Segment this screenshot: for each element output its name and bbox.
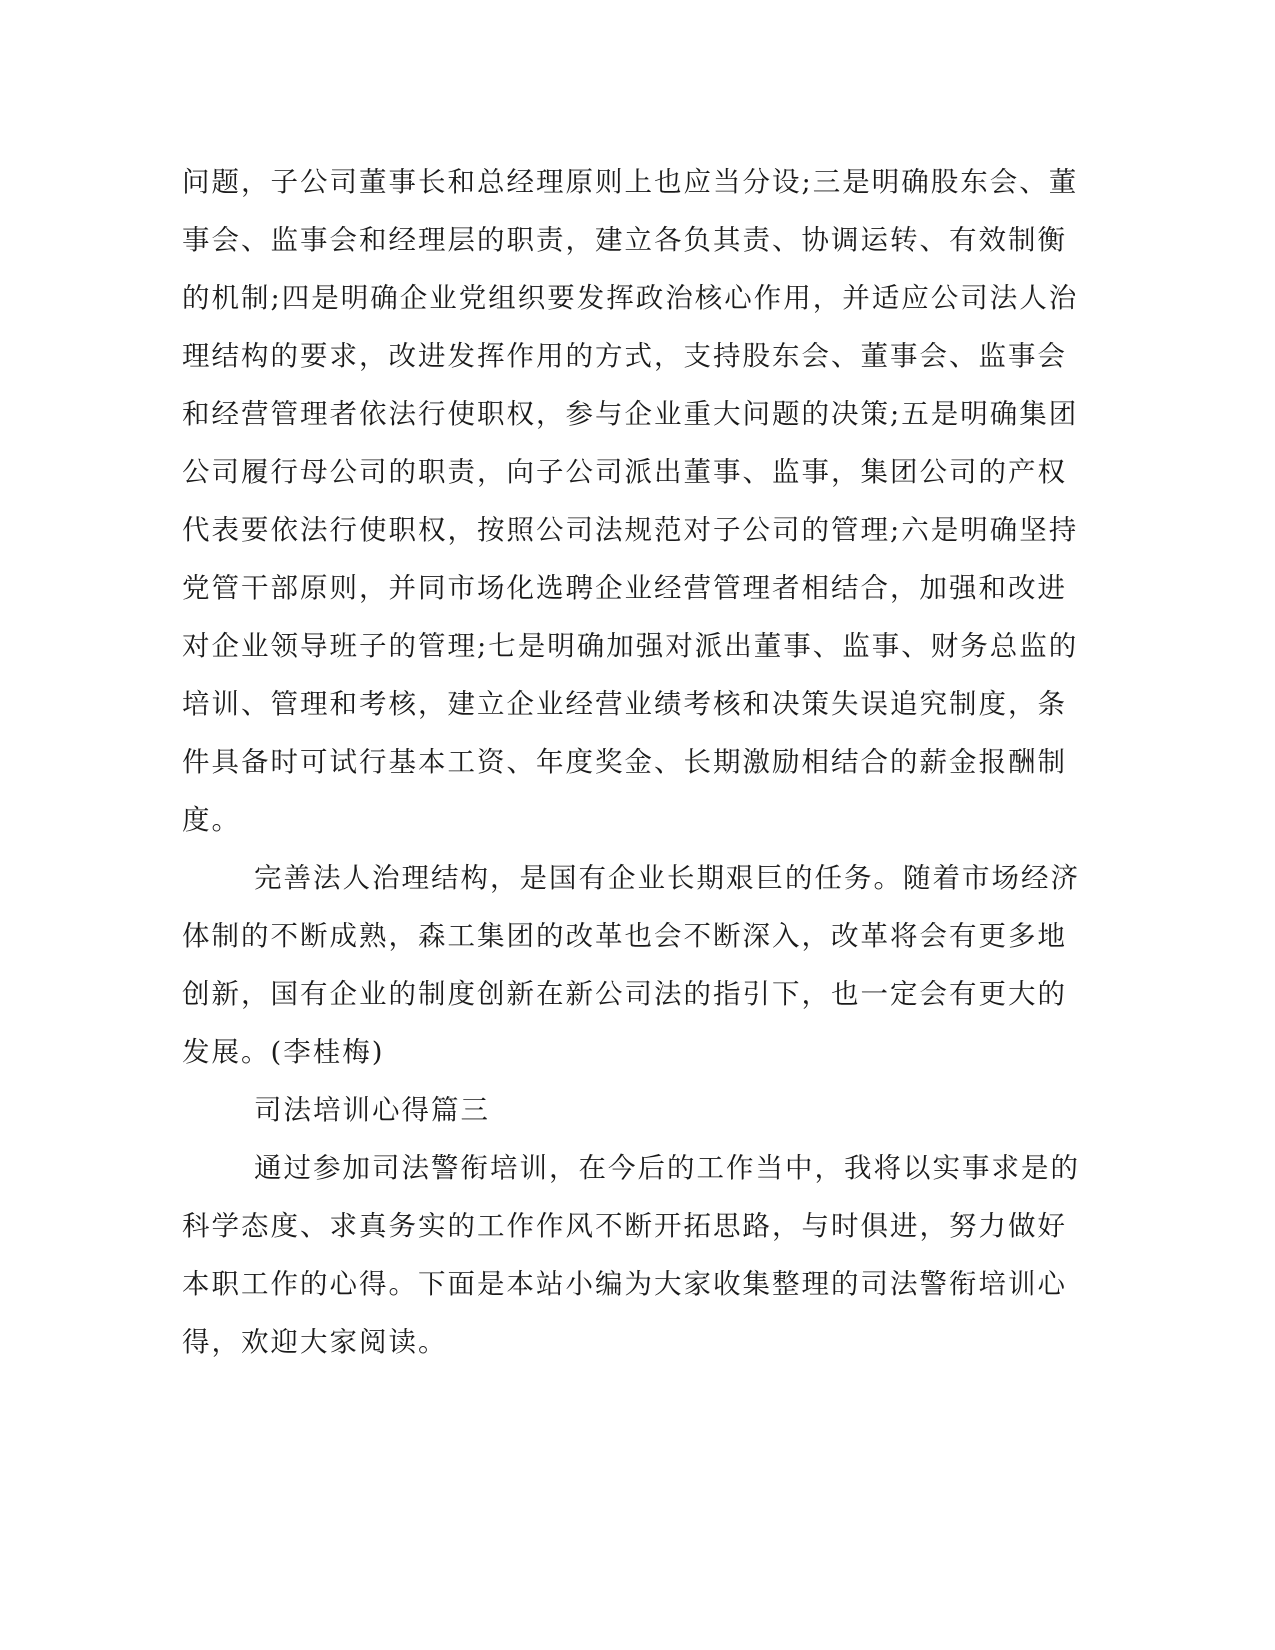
text-line: 代表要依法行使职权，按照公司法规范对子公司的管理;六是明确坚持 [182,514,1079,546]
text-line: 体制的不断成熟，森工集团的改革也会不断深入，改革将会有更多地 [182,920,1067,952]
text-line: 发展。(李桂梅) [182,1036,385,1068]
text-line: 本职工作的心得。下面是本站小编为大家收集整理的司法警衔培训心 [182,1268,1067,1300]
body-text [182,160,1080,1378]
text-line: 公司履行母公司的职责，向子公司派出董事、监事，集团公司的产权 [182,456,1067,488]
section-heading: 司法培训心得篇三 [254,1094,490,1126]
text-line: 件具备时可试行基本工资、年度奖金、长期激励相结合的薪金报酬制 [182,746,1067,778]
text-line: 对企业领导班子的管理;七是明确加强对派出董事、监事、财务总监的 [182,630,1079,662]
paragraph-first-line: 完善法人治理结构，是国有企业长期艰巨的任务。随着市场经济 [254,862,1080,894]
text-line: 事会、监事会和经理层的职责，建立各负其责、协调运转、有效制衡 [182,224,1067,256]
text-line: 度。 [182,804,241,836]
text-line: 得，欢迎大家阅读。 [182,1326,448,1358]
text-line: 培训、管理和考核，建立企业经营业绩考核和决策失误追究制度，条 [182,688,1067,720]
paragraph-first-line: 通过参加司法警衔培训，在今后的工作当中，我将以实事求是的 [254,1152,1080,1184]
text-line: 问题，子公司董事长和总经理原则上也应当分设;三是明确股东会、董 [182,166,1079,198]
text-line: 的机制;四是明确企业党组织要发挥政治核心作用，并适应公司法人治 [182,282,1079,314]
text-line: 理结构的要求，改进发挥作用的方式，支持股东会、董事会、监事会 [182,340,1067,372]
text-line: 和经营管理者依法行使职权，参与企业重大问题的决策;五是明确集团 [182,398,1079,430]
text-line: 创新，国有企业的制度创新在新公司法的指引下，也一定会有更大的 [182,978,1067,1010]
text-line: 党管干部原则，并同市场化选聘企业经营管理者相结合，加强和改进 [182,572,1067,604]
text-line: 科学态度、求真务实的工作作风不断开拓思路，与时俱进，努力做好 [182,1210,1067,1242]
